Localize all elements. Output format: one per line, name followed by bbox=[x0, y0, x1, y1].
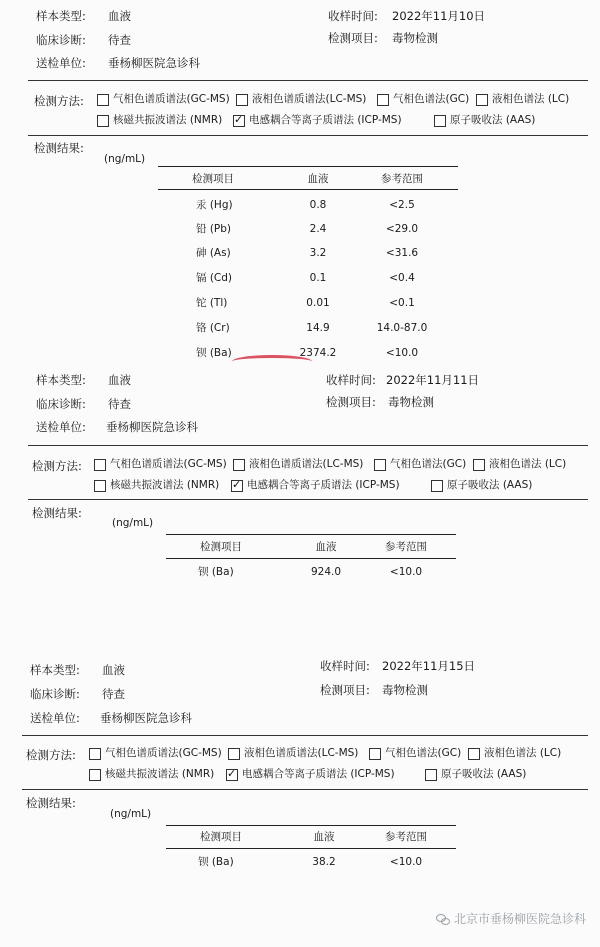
method-checkbox-lc[interactable] bbox=[476, 94, 488, 106]
table-header-blood: 血液 bbox=[307, 173, 329, 185]
diagnosis-label: 临床诊断: bbox=[36, 33, 86, 47]
table-cell-blood: 924.0 bbox=[310, 566, 342, 578]
test-item-label: 检测项目: bbox=[328, 31, 378, 45]
collect-time-value: 2022年11月10日 bbox=[392, 9, 486, 23]
method-checkbox-lc[interactable] bbox=[473, 459, 485, 471]
unit-value: 垂杨柳医院急诊科 bbox=[108, 56, 200, 70]
collect-time-value: 2022年11月11日 bbox=[386, 373, 480, 387]
wechat-icon bbox=[436, 913, 450, 925]
method-lcms: 液相色谱质谱法(LC-MS) bbox=[249, 458, 364, 470]
method-checkbox-nmr[interactable] bbox=[89, 769, 101, 781]
method-lc: 液相色谱法 (LC) bbox=[492, 93, 570, 105]
method-checkbox-aas[interactable] bbox=[434, 115, 446, 127]
method-lcms: 液相色谱质谱法(LC-MS) bbox=[252, 93, 367, 105]
table-cell-range: <0.1 bbox=[389, 297, 415, 309]
report-3 bbox=[0, 652, 600, 932]
watermark-text: 北京市垂杨柳医院急诊科 bbox=[453, 912, 586, 926]
report-2 bbox=[0, 368, 600, 628]
table-header-blood: 血液 bbox=[313, 831, 335, 843]
table-top-rule bbox=[166, 825, 456, 826]
method-checkbox-gc[interactable] bbox=[374, 459, 386, 471]
method-aas: 原子吸收法 (AAS) bbox=[441, 768, 527, 780]
method-checkbox-lcms[interactable] bbox=[236, 94, 248, 106]
method-checkbox-gc[interactable] bbox=[377, 94, 389, 106]
sample-type-label: 样本类型: bbox=[36, 9, 86, 23]
table-cell-blood: 0.1 bbox=[309, 272, 327, 284]
result-unit: (ng/mL) bbox=[110, 808, 152, 820]
table-cell-item: 汞 (Hg) bbox=[196, 199, 233, 211]
method-gcms: 气相色谱质谱法(GC-MS) bbox=[105, 747, 222, 759]
sample-type-value: 血液 bbox=[108, 373, 131, 387]
table-cell-item: 钡 (Ba) bbox=[198, 566, 234, 578]
unit-label: 送检单位: bbox=[30, 711, 80, 725]
method-checkbox-gcms[interactable] bbox=[94, 459, 106, 471]
watermark bbox=[436, 910, 586, 927]
unit-value: 垂杨柳医院急诊科 bbox=[100, 711, 192, 725]
test-item-value: 毒物检测 bbox=[382, 683, 428, 697]
diagnosis-value: 待查 bbox=[102, 687, 125, 701]
table-cell-range: <10.0 bbox=[385, 347, 419, 359]
collect-time-value: 2022年11月15日 bbox=[382, 659, 476, 673]
table-cell-range: <0.4 bbox=[389, 272, 415, 284]
method-checkbox-gcms[interactable] bbox=[97, 94, 109, 106]
table-top-rule bbox=[158, 166, 458, 167]
table-cell-item: 砷 (As) bbox=[196, 247, 231, 259]
divider bbox=[22, 789, 588, 790]
divider bbox=[28, 135, 588, 136]
table-cell-blood: 38.2 bbox=[312, 856, 336, 868]
method-aas: 原子吸收法 (AAS) bbox=[450, 114, 536, 126]
method-label: 检测方法: bbox=[32, 459, 82, 473]
table-cell-blood: 3.2 bbox=[309, 247, 327, 259]
method-checkbox-aas[interactable] bbox=[425, 769, 437, 781]
method-checkbox-icpms[interactable] bbox=[226, 769, 238, 781]
table-header-blood: 血液 bbox=[315, 541, 337, 553]
method-label: 检测方法: bbox=[34, 94, 84, 108]
divider bbox=[22, 735, 588, 736]
method-gc: 气相色谱法(GC) bbox=[385, 747, 462, 759]
method-checkbox-aas[interactable] bbox=[431, 480, 443, 492]
method-nmr: 核磁共振波谱法 (NMR) bbox=[113, 114, 223, 126]
table-cell-blood: 14.9 bbox=[306, 322, 330, 334]
method-aas: 原子吸收法 (AAS) bbox=[447, 479, 533, 491]
diagnosis-label: 临床诊断: bbox=[36, 397, 86, 411]
test-item-label: 检测项目: bbox=[320, 683, 370, 697]
table-cell-blood: 0.8 bbox=[309, 199, 327, 211]
divider bbox=[28, 499, 588, 500]
table-cell-item: 铅 (Pb) bbox=[196, 223, 232, 235]
table-cell-item: 铊 (Tl) bbox=[196, 297, 228, 309]
method-gc: 气相色谱法(GC) bbox=[393, 93, 470, 105]
diagnosis-value: 待查 bbox=[108, 33, 131, 47]
table-header-range: 参考范围 bbox=[385, 541, 427, 553]
method-checkbox-nmr[interactable] bbox=[94, 480, 106, 492]
sample-type-label: 样本类型: bbox=[30, 663, 80, 677]
sample-type-label: 样本类型: bbox=[36, 373, 86, 387]
method-icpms: 电感耦合等离子质谱法 (ICP-MS) bbox=[249, 114, 402, 126]
collect-time-label: 收样时间: bbox=[328, 9, 378, 23]
table-cell-item: 钡 (Ba) bbox=[198, 856, 234, 868]
table-cell-range: <29.0 bbox=[385, 223, 419, 235]
table-cell-range: <10.0 bbox=[389, 566, 423, 578]
table-header-rule bbox=[158, 189, 458, 190]
method-checkbox-gc[interactable] bbox=[369, 748, 381, 760]
collect-time-label: 收样时间: bbox=[326, 373, 376, 387]
table-cell-range: <2.5 bbox=[389, 199, 415, 211]
table-cell-item: 镉 (Cd) bbox=[196, 272, 233, 284]
table-cell-item: 钡 (Ba) bbox=[196, 347, 232, 359]
collect-time-label: 收样时间: bbox=[320, 659, 370, 673]
table-header-item: 检测项目 bbox=[192, 173, 234, 185]
table-cell-blood: 0.01 bbox=[306, 297, 330, 309]
method-nmr: 核磁共振波谱法 (NMR) bbox=[105, 768, 215, 780]
method-lc: 液相色谱法 (LC) bbox=[484, 747, 562, 759]
test-item-label: 检测项目: bbox=[326, 395, 376, 409]
result-label: 检测结果: bbox=[32, 506, 82, 520]
report-1 bbox=[0, 0, 600, 368]
table-cell-item: 铬 (Cr) bbox=[196, 322, 230, 334]
method-nmr: 核磁共振波谱法 (NMR) bbox=[110, 479, 220, 491]
table-cell-range: 14.0-87.0 bbox=[376, 322, 428, 334]
sample-type-value: 血液 bbox=[108, 9, 131, 23]
method-gc: 气相色谱法(GC) bbox=[390, 458, 467, 470]
table-cell-range: <31.6 bbox=[385, 247, 419, 259]
stamp-mark bbox=[232, 355, 312, 368]
method-checkbox-icpms[interactable] bbox=[233, 115, 245, 127]
method-label: 检测方法: bbox=[26, 748, 76, 762]
method-checkbox-lcms[interactable] bbox=[228, 748, 240, 760]
method-checkbox-icpms[interactable] bbox=[231, 480, 243, 492]
method-lcms: 液相色谱质谱法(LC-MS) bbox=[244, 747, 359, 759]
table-top-rule bbox=[166, 534, 456, 535]
method-checkbox-nmr[interactable] bbox=[97, 115, 109, 127]
table-cell-blood: 2.4 bbox=[309, 223, 327, 235]
method-checkbox-gcms[interactable] bbox=[89, 748, 101, 760]
test-item-value: 毒物检测 bbox=[388, 395, 434, 409]
method-checkbox-lcms[interactable] bbox=[233, 459, 245, 471]
unit-label: 送检单位: bbox=[36, 56, 86, 70]
table-cell-range: <10.0 bbox=[389, 856, 423, 868]
sample-type-value: 血液 bbox=[102, 663, 125, 677]
unit-label: 送检单位: bbox=[36, 420, 86, 434]
result-unit: (ng/mL) bbox=[112, 517, 154, 529]
diagnosis-label: 临床诊断: bbox=[30, 687, 80, 701]
method-gcms: 气相色谱质谱法(GC-MS) bbox=[110, 458, 227, 470]
method-lc: 液相色谱法 (LC) bbox=[489, 458, 567, 470]
divider bbox=[28, 80, 588, 81]
method-gcms: 气相色谱质谱法(GC-MS) bbox=[113, 93, 230, 105]
table-header-item: 检测项目 bbox=[200, 831, 242, 843]
test-item-value: 毒物检测 bbox=[392, 31, 438, 45]
divider bbox=[28, 445, 588, 446]
result-label: 检测结果: bbox=[26, 796, 76, 810]
unit-value: 垂杨柳医院急诊科 bbox=[106, 420, 198, 434]
table-header-range: 参考范围 bbox=[381, 173, 423, 185]
method-checkbox-lc[interactable] bbox=[468, 748, 480, 760]
result-unit: (ng/mL) bbox=[104, 153, 146, 165]
diagnosis-value: 待查 bbox=[108, 397, 131, 411]
table-header-rule bbox=[166, 848, 456, 849]
table-cell-blood: 2374.2 bbox=[299, 347, 337, 359]
table-header-rule bbox=[166, 558, 456, 559]
method-icpms: 电感耦合等离子质谱法 (ICP-MS) bbox=[242, 768, 395, 780]
method-icpms: 电感耦合等离子质谱法 (ICP-MS) bbox=[247, 479, 400, 491]
result-label: 检测结果: bbox=[34, 141, 84, 155]
table-header-range: 参考范围 bbox=[385, 831, 427, 843]
table-header-item: 检测项目 bbox=[200, 541, 242, 553]
